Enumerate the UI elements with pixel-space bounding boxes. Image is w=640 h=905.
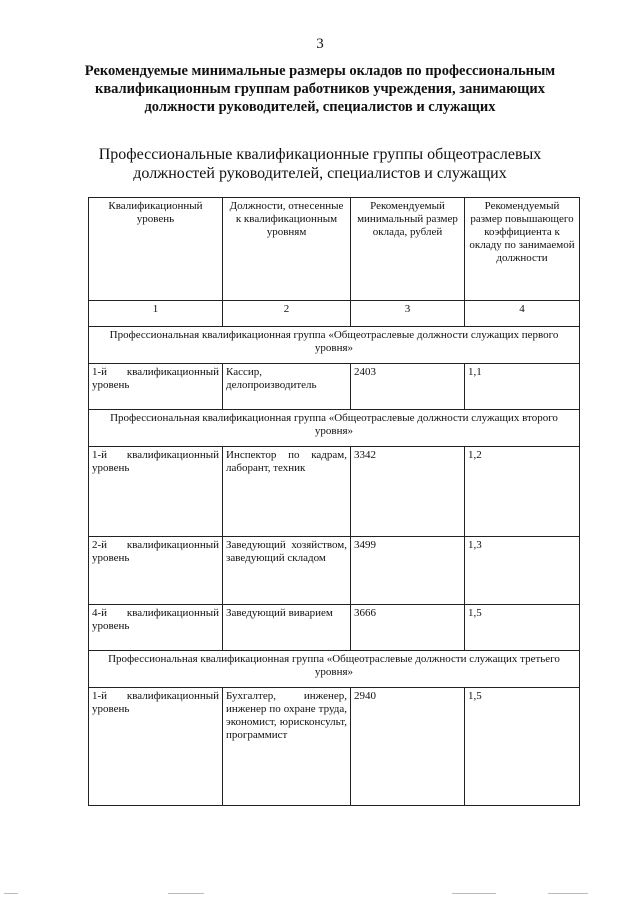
column-number: 4 [465, 301, 580, 327]
table-row [89, 364, 580, 410]
header-coefficient: Рекомендуемый размер повышающего коэффициента к окладу по занимаемой должности [465, 198, 580, 301]
group-title: Профессиональная квалификационная группа «Общеотраслевые должности служащих первого уровня» [89, 327, 580, 364]
table-header-row [89, 198, 580, 301]
positions-cell: Инспектор по кадрам, лаборант, техник [223, 447, 351, 537]
column-number: 2 [223, 301, 351, 327]
group-row [89, 327, 580, 364]
positions-cell: Бухгалтер, инженер, инженер по охране труда, экономист, юрисконсульт, программист [223, 688, 351, 806]
table-row [89, 447, 580, 537]
qualification-level-cell: 2-й квалификационный уровень [89, 537, 223, 605]
group-title: Профессиональная квалификационная группа «Общеотраслевые должности служащих третьего уровня» [89, 651, 580, 688]
table-row [89, 688, 580, 806]
group-title: Профессиональная квалификационная группа «Общеотраслевые должности служащих второго уровня» [89, 410, 580, 447]
positions-cell: Заведующий хозяйством, заведующий складом [223, 537, 351, 605]
salary-table [88, 197, 580, 806]
salary-cell: 2940 [351, 688, 465, 806]
salary-cell: 3666 [351, 605, 465, 651]
coefficient-cell: 1,2 [465, 447, 580, 537]
document-title: Рекомендуемые минимальные размеры окладов по профессиональным квалификационным группам работников учреждения, занимающих должности руководителей, специалистов и служащих [84, 63, 556, 115]
qualification-level-cell: 1-й квалификационный уровень [89, 688, 223, 806]
table-row [89, 537, 580, 605]
qualification-level-cell: 4-й квалификационный уровень [89, 605, 223, 651]
header-qualification-level: Квалификационный уровень [89, 198, 223, 301]
header-positions: Должности, отнесенные к квалификационным уровням [223, 198, 351, 301]
positions-cell: Кассир, делопроизводитель [223, 364, 351, 410]
salary-cell: 2403 [351, 364, 465, 410]
group-row [89, 410, 580, 447]
column-number-row [89, 301, 580, 327]
coefficient-cell: 1,5 [465, 605, 580, 651]
coefficient-cell: 1,3 [465, 537, 580, 605]
positions-cell: Заведующий виварием [223, 605, 351, 651]
table-row [89, 605, 580, 651]
column-number: 3 [351, 301, 465, 327]
document-subtitle: Профессиональные квалификационные группы общеотраслевых должностей руководителей, специалистов и служащих [98, 146, 542, 182]
header-salary: Рекомендуемый минимальный размер оклада, рублей [351, 198, 465, 301]
qualification-level-cell: 1-й квалификационный уровень [89, 447, 223, 537]
group-row [89, 651, 580, 688]
qualification-level-cell: 1-й квалификационный уровень [89, 364, 223, 410]
coefficient-cell: 1,5 [465, 688, 580, 806]
column-number: 1 [89, 301, 223, 327]
salary-cell: 3499 [351, 537, 465, 605]
page-number: 3 [316, 36, 324, 52]
coefficient-cell: 1,1 [465, 364, 580, 410]
scan-artifacts [0, 893, 640, 899]
salary-cell: 3342 [351, 447, 465, 537]
